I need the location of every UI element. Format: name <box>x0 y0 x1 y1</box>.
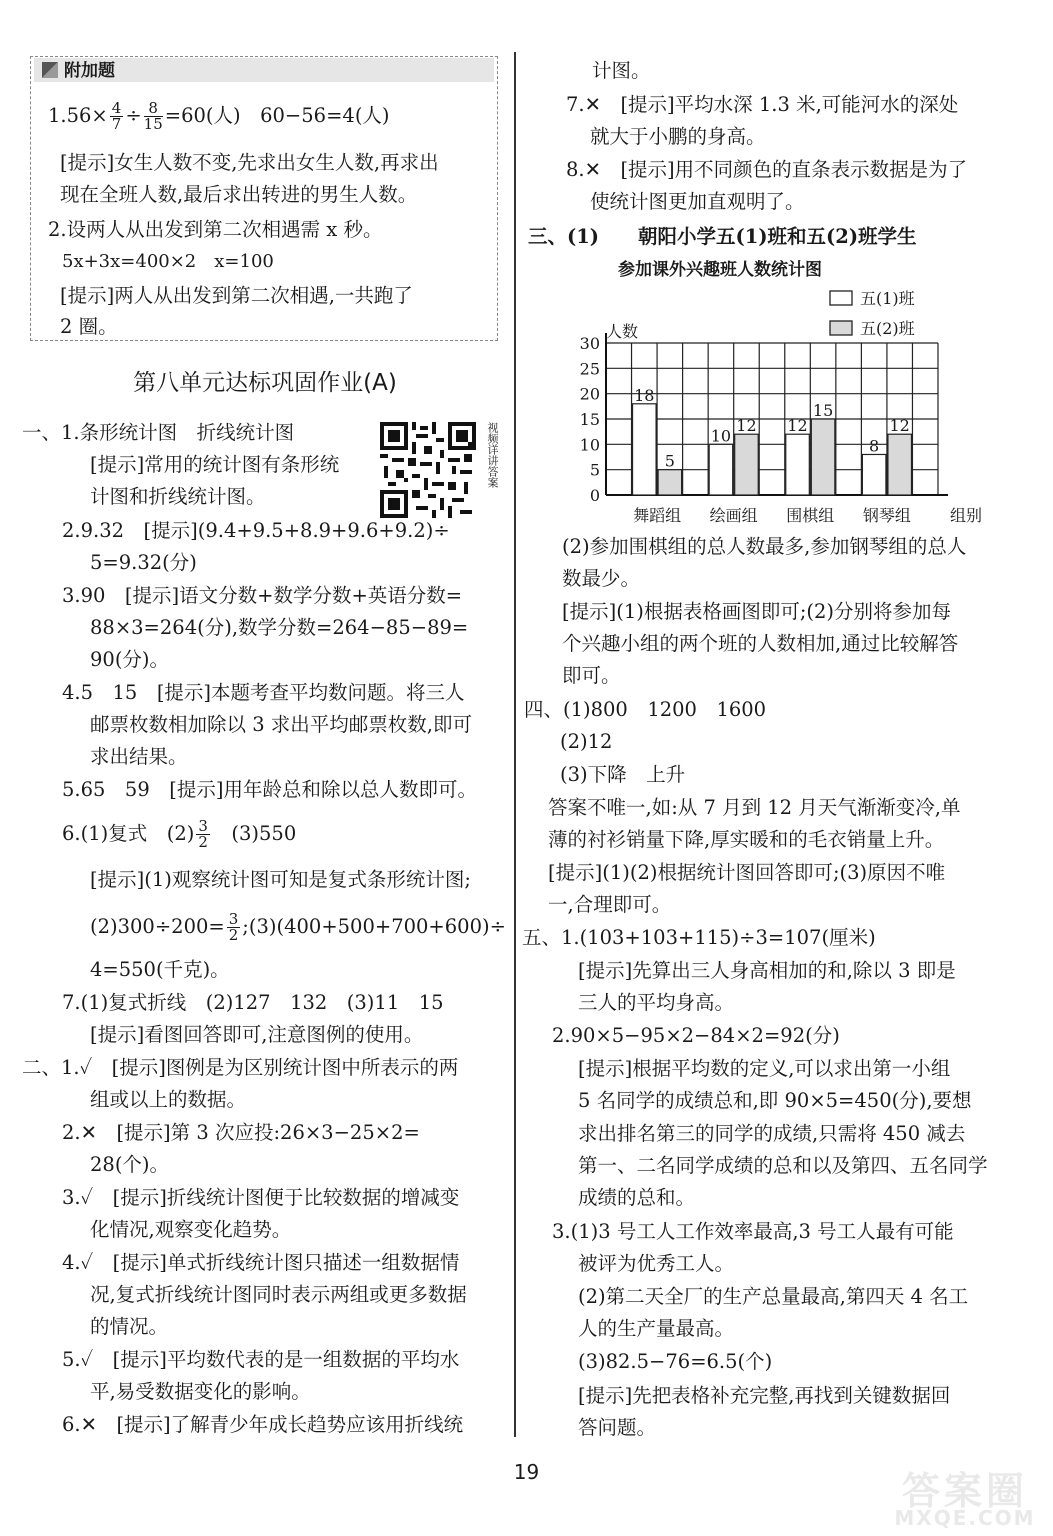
answer-line: 薄的衬衫销量下降,厚实暖和的毛衣销量上升。 <box>548 828 945 851</box>
x-tick-label: 钢琴组 <box>862 506 911 525</box>
answer-line: 邮票枚数相加除以 3 求出平均邮票枚数,即可 <box>90 713 473 736</box>
watermark-url: MXQE.COM <box>894 1506 1036 1530</box>
answer-line: 被评为优秀工人。 <box>578 1252 735 1275</box>
extra-q1-suffix: =60(人) 60−56=4(人) <box>164 104 390 127</box>
answer-line: 3.90 [提示]语文分数+数学分数+英语分数= <box>62 584 463 607</box>
extra-q1-answer <box>48 101 390 132</box>
extra-q1-hint-line: [提示]女生人数不变,先求出女生人数,再求出 <box>60 151 439 174</box>
bar-value-label: 10 <box>710 426 732 446</box>
answer-line: [提示]先把表格补充完整,再找到关键数据回 <box>578 1384 951 1407</box>
y-tick-label: 0 <box>589 486 600 505</box>
answer-line: 28(个)。 <box>90 1153 170 1176</box>
answer-line: 使统计图更加直观明了。 <box>590 190 805 213</box>
extra-q2-hint-line: 2 圈。 <box>60 315 118 338</box>
answer-line: 8.✕ [提示]用不同颜色的直条表示数据是为了 <box>566 158 968 181</box>
y-tick-label: 25 <box>579 359 600 379</box>
answer-line: [提示]先算出三人身高相加的和,除以 3 即是 <box>578 959 956 982</box>
answer-line: [提示](1)(2)根据统计图回答即可;(3)原因不唯 <box>548 861 946 884</box>
bar-1 <box>862 454 886 495</box>
bar-value-label: 12 <box>787 416 808 436</box>
extra-q1-prefix: 1.56× <box>48 104 108 127</box>
answer-line: 个兴趣小组的两个班的人数相加,通过比较解答 <box>562 632 959 655</box>
answer-line: 成绩的总和。 <box>578 1186 696 1209</box>
divide-sign: ÷ <box>125 104 142 127</box>
answer-line: 5=9.32(分) <box>90 551 197 574</box>
answer-line: 2.90×5−95×2−84×2=92(分) <box>552 1024 840 1047</box>
corner-mark-icon <box>42 62 58 78</box>
answer-line: 三、(1) 朝阳小学五(1)班和五(2)班学生 <box>528 225 917 248</box>
answer-line: 一、1.条形统计图 折线统计图 <box>22 421 295 444</box>
watermark-logo <box>880 1460 1050 1532</box>
answer-6-text: (3)550 <box>211 822 297 845</box>
bar-1 <box>709 444 733 495</box>
bar-value-label: 15 <box>812 401 834 420</box>
page-number: 19 <box>513 1460 540 1484</box>
answer-line: 一,合理即可。 <box>548 893 672 916</box>
x-tick-label: 围棋组 <box>786 506 835 525</box>
answer-line: [提示]看图回答即可,注意图例的使用。 <box>90 1023 424 1046</box>
answer-line: 3.✓ [提示]折线统计图便于比较数据的增减变 <box>62 1186 460 1209</box>
fraction-8-15 <box>144 101 163 132</box>
unit-title: 第八单元达标巩固作业(A) <box>133 370 397 396</box>
answer-6-line <box>62 819 296 850</box>
y-tick-label: 15 <box>579 410 600 429</box>
fraction-4-7 <box>110 101 124 132</box>
answer-line: 三人的平均身高。 <box>578 991 735 1014</box>
bar-2 <box>811 419 835 495</box>
y-axis-label: 人数 <box>606 322 639 341</box>
extra-q2-equation: 5x+3x=400×2 x=100 <box>62 251 274 272</box>
answer-line: (2)12 <box>560 730 613 753</box>
fraction-3-2 <box>196 819 210 850</box>
bar-value-label: 8 <box>869 436 880 456</box>
answer-line: 5 名同学的成绩总和,即 90×5=450(分),要想 <box>578 1089 972 1112</box>
answer-6-hint-text: ;(3)(400+500+700+600)÷ <box>242 915 506 938</box>
bar-1 <box>786 434 810 495</box>
fraction-denominator: 15 <box>143 115 163 133</box>
y-tick-label: 30 <box>579 334 600 353</box>
answer-line: 即可。 <box>562 664 621 687</box>
answer-line: 的情况。 <box>90 1315 169 1338</box>
answer-line: 90(分)。 <box>90 648 170 671</box>
bar-1 <box>633 404 657 495</box>
answer-line: [提示]常用的统计图有条形统 <box>90 453 340 476</box>
answer-line: 4.✓ [提示]单式折线统计图只描述一组数据情 <box>62 1251 460 1274</box>
extra-questions-title: 附加题 <box>64 61 115 81</box>
answer-line: 5.✓ [提示]平均数代表的是一组数据的平均水 <box>62 1348 460 1371</box>
answer-line: 88×3=264(分),数学分数=264−85−89= <box>90 616 469 639</box>
y-tick-label: 10 <box>579 435 600 455</box>
answer-line: 二、1.✓ [提示]图例是为区别统计图中所表示的两 <box>22 1056 459 1079</box>
answer-line: 答案不唯一,如:从 7 月到 12 月天气渐渐变冷,单 <box>548 796 961 819</box>
x-tick-label: 舞蹈组 <box>633 506 682 525</box>
answer-line: 6.✕ [提示]了解青少年成长趋势应该用折线统 <box>62 1413 464 1436</box>
answer-line: 计图。 <box>592 59 651 82</box>
extra-q2-line: 2.设两人从出发到第二次相遇需 x 秒。 <box>48 218 383 241</box>
answer-line: 答问题。 <box>578 1416 657 1439</box>
bar-2 <box>888 434 912 495</box>
answer-line: 就大于小鹏的身高。 <box>590 125 766 148</box>
chart-title: 参加课外兴趣班人数统计图 <box>618 260 822 280</box>
answer-line: 数最少。 <box>562 567 641 590</box>
answer-line: (3)82.5−76=6.5(个) <box>578 1350 773 1373</box>
answer-line: 7.✕ [提示]平均水深 1.3 米,可能河水的深处 <box>566 93 959 116</box>
y-tick-label: 5 <box>589 460 600 480</box>
legend-label: 五(1)班 <box>860 289 915 308</box>
answer-line: (2)第二天全厂的生产总量最高,第四天 4 名工 <box>578 1285 969 1308</box>
extra-q2-hint-line: [提示]两人从出发到第二次相遇,一共跑了 <box>60 284 413 307</box>
answer-6-text: 6.(1)复式 (2) <box>62 822 195 845</box>
bar-value-label: 5 <box>664 451 675 471</box>
bar-value-label: 12 <box>889 416 910 436</box>
answer-line: 组或以上的数据。 <box>90 1088 247 1111</box>
qr-caption: 视频详讲答案 <box>486 422 499 488</box>
answer-line: 求出排名第三的同学的成绩,只需将 450 减去 <box>578 1122 966 1145</box>
bar-value-label: 12 <box>736 416 757 436</box>
answer-6-hint-line <box>90 912 506 943</box>
x-axis-label: 组别 <box>950 506 983 525</box>
column-divider <box>514 52 516 1437</box>
answer-line: 2.9.32 [提示](9.4+9.5+8.9+9.6+9.2)÷ <box>62 519 450 542</box>
answer-line: 况,复式折线统计图同时表示两组或更多数据 <box>90 1283 467 1306</box>
fraction-numerator: 3 <box>228 910 239 928</box>
answer-line: 化情况,观察变化趋势。 <box>90 1218 292 1241</box>
answer-line: [提示](1)根据表格画图即可;(2)分别将参加每 <box>562 600 952 623</box>
answer-line: 5.65 59 [提示]用年龄总和除以总人数即可。 <box>62 778 477 801</box>
fraction-denominator: 2 <box>198 833 208 851</box>
y-tick-label: 20 <box>579 384 600 404</box>
bar-value-label: 18 <box>634 385 655 405</box>
fraction-numerator: 4 <box>111 99 122 117</box>
answer-line: 7.(1)复式折线 (2)127 132 (3)11 15 <box>62 991 444 1014</box>
x-tick-label: 绘画组 <box>709 506 758 525</box>
answer-line: [提示]根据平均数的定义,可以求出第一小组 <box>578 1057 951 1080</box>
qr-code-icon <box>380 422 476 518</box>
answer-line: (3)下降 上升 <box>560 763 686 786</box>
answer-line: 五、1.(103+103+115)÷3=107(厘米) <box>522 926 876 949</box>
extra-q1-hint-line: 现在全班人数,最后求出转进的男生人数。 <box>60 183 418 206</box>
answer-line: 计图和折线统计图。 <box>90 485 266 508</box>
fraction-3-2 <box>227 912 241 943</box>
bar-2 <box>735 434 759 495</box>
legend-swatch-1 <box>830 291 852 305</box>
answer-line: 四、(1)800 1200 1600 <box>524 698 767 721</box>
answer-line: 平,易受数据变化的影响。 <box>90 1380 311 1403</box>
answer-line: 人的生产量最高。 <box>578 1317 735 1340</box>
legend-label: 五(2)班 <box>860 319 915 338</box>
answer-line: [提示](1)观察统计图可知是复式条形统计图; <box>90 868 471 891</box>
fraction-denominator: 2 <box>228 926 239 944</box>
answer-line: 4.5 15 [提示]本题考查平均数问题。将三人 <box>62 681 465 704</box>
bar-chart <box>540 255 1000 527</box>
legend-swatch-2 <box>830 321 852 335</box>
fraction-numerator: 3 <box>198 817 208 835</box>
answer-line: 4=550(千克)。 <box>90 958 230 981</box>
bar-2 <box>658 470 682 495</box>
answer-line: 求出结果。 <box>90 745 188 768</box>
answer-line: 2.✕ [提示]第 3 次应投:26×3−25×2= <box>62 1121 420 1144</box>
watermark-text: 答案圈 <box>901 1469 1028 1513</box>
answer-line: 第一、二名同学成绩的总和以及第四、五名同学 <box>578 1154 988 1177</box>
answer-6-hint-text: (2)300÷200= <box>90 915 225 938</box>
answer-line: 3.(1)3 号工人工作效率最高,3 号工人最有可能 <box>552 1220 954 1243</box>
answer-line: (2)参加围棋组的总人数最多,参加钢琴组的总人 <box>562 535 967 558</box>
fraction-denominator: 7 <box>111 115 122 133</box>
fraction-numerator: 8 <box>144 101 163 117</box>
